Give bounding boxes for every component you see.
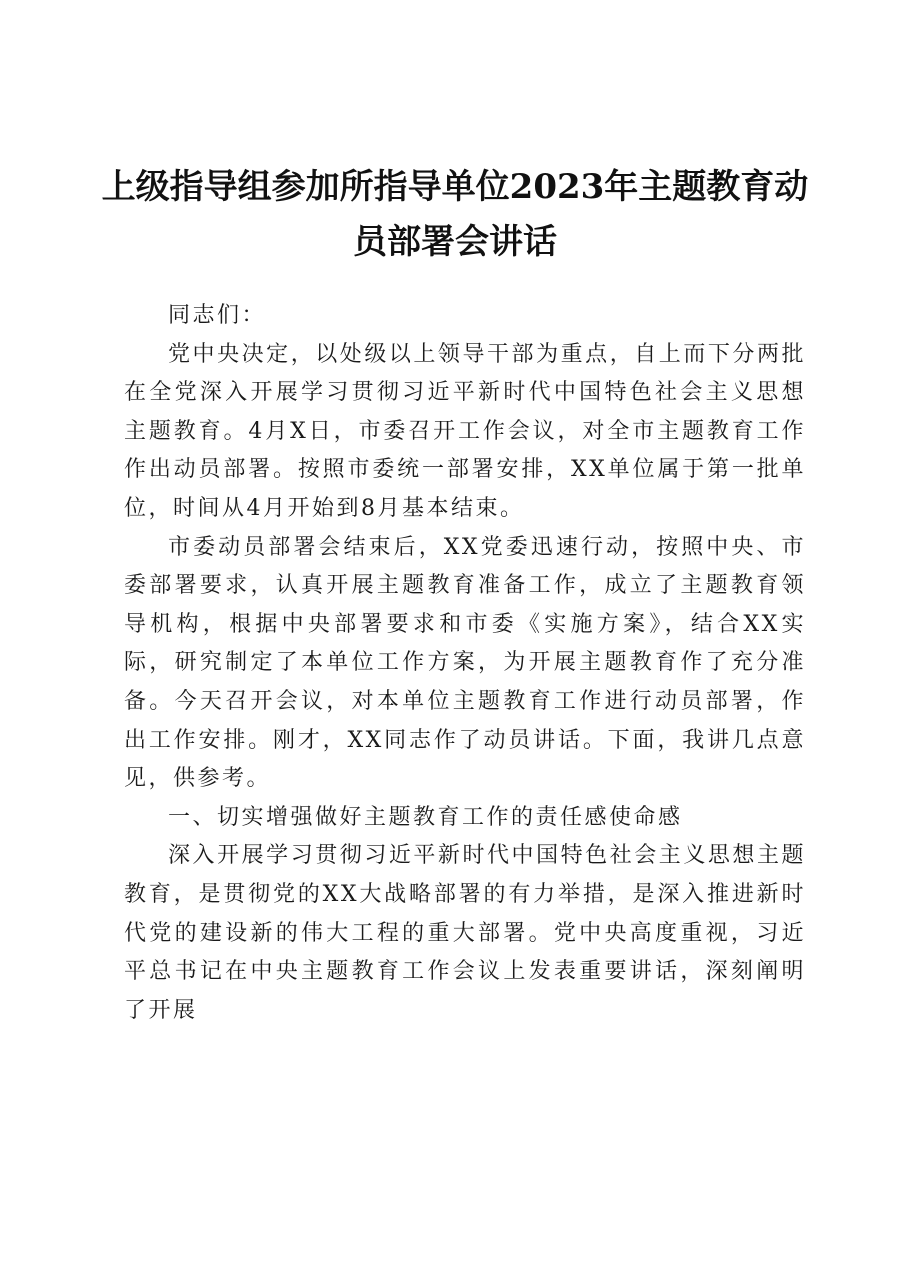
body-paragraph: 深入开展学习贯彻习近平新时代中国特色社会主义思想主题教育，是贯彻党的XX大战略部署的有力举措，是深入推进新时代党的建设新的伟大工程的重大部署。党中央高度重视，习近平总书记在中央主题教育工作会议上发表重要讲话，深刻阐明了开展 — [124, 843, 806, 1023]
body-paragraph: 市委动员部署会结束后，XX党委迅速行动，按照中央、市委部署要求，认真开展主题教育准备工作，成立了主题教育领导机构，根据中央部署要求和市委《实施方案》，结合XX实际，研究制定了本单位工作方案，为开展主题教育作了充分准备。今天召开会议，对本单位主题教育工作进行动员部署，作出工作安排。刚才，XX同志作了动员讲话。下面，我讲几点意见，供参考。 — [124, 534, 806, 792]
document-title: 上级指导组参加所指导单位2023年主题教育动员部署会讲话 — [101, 167, 809, 262]
body-paragraph: 党中央决定，以处级以上领导干部为重点，自上而下分两批在全党深入开展学习贯彻习近平新时代中国特色社会主义思想主题教育。4月X日，市委召开工作会议，对全市主题教育工作作出动员部署。按照市委统一部署安排，XX单位属于第一批单位，时间从4月开始到8月基本结束。 — [124, 341, 806, 521]
section-heading: 一、切实增强做好主题教育工作的责任感使命感 — [168, 804, 683, 830]
salutation-paragraph: 同志们： — [168, 303, 267, 328]
document-body — [124, 297, 806, 1030]
